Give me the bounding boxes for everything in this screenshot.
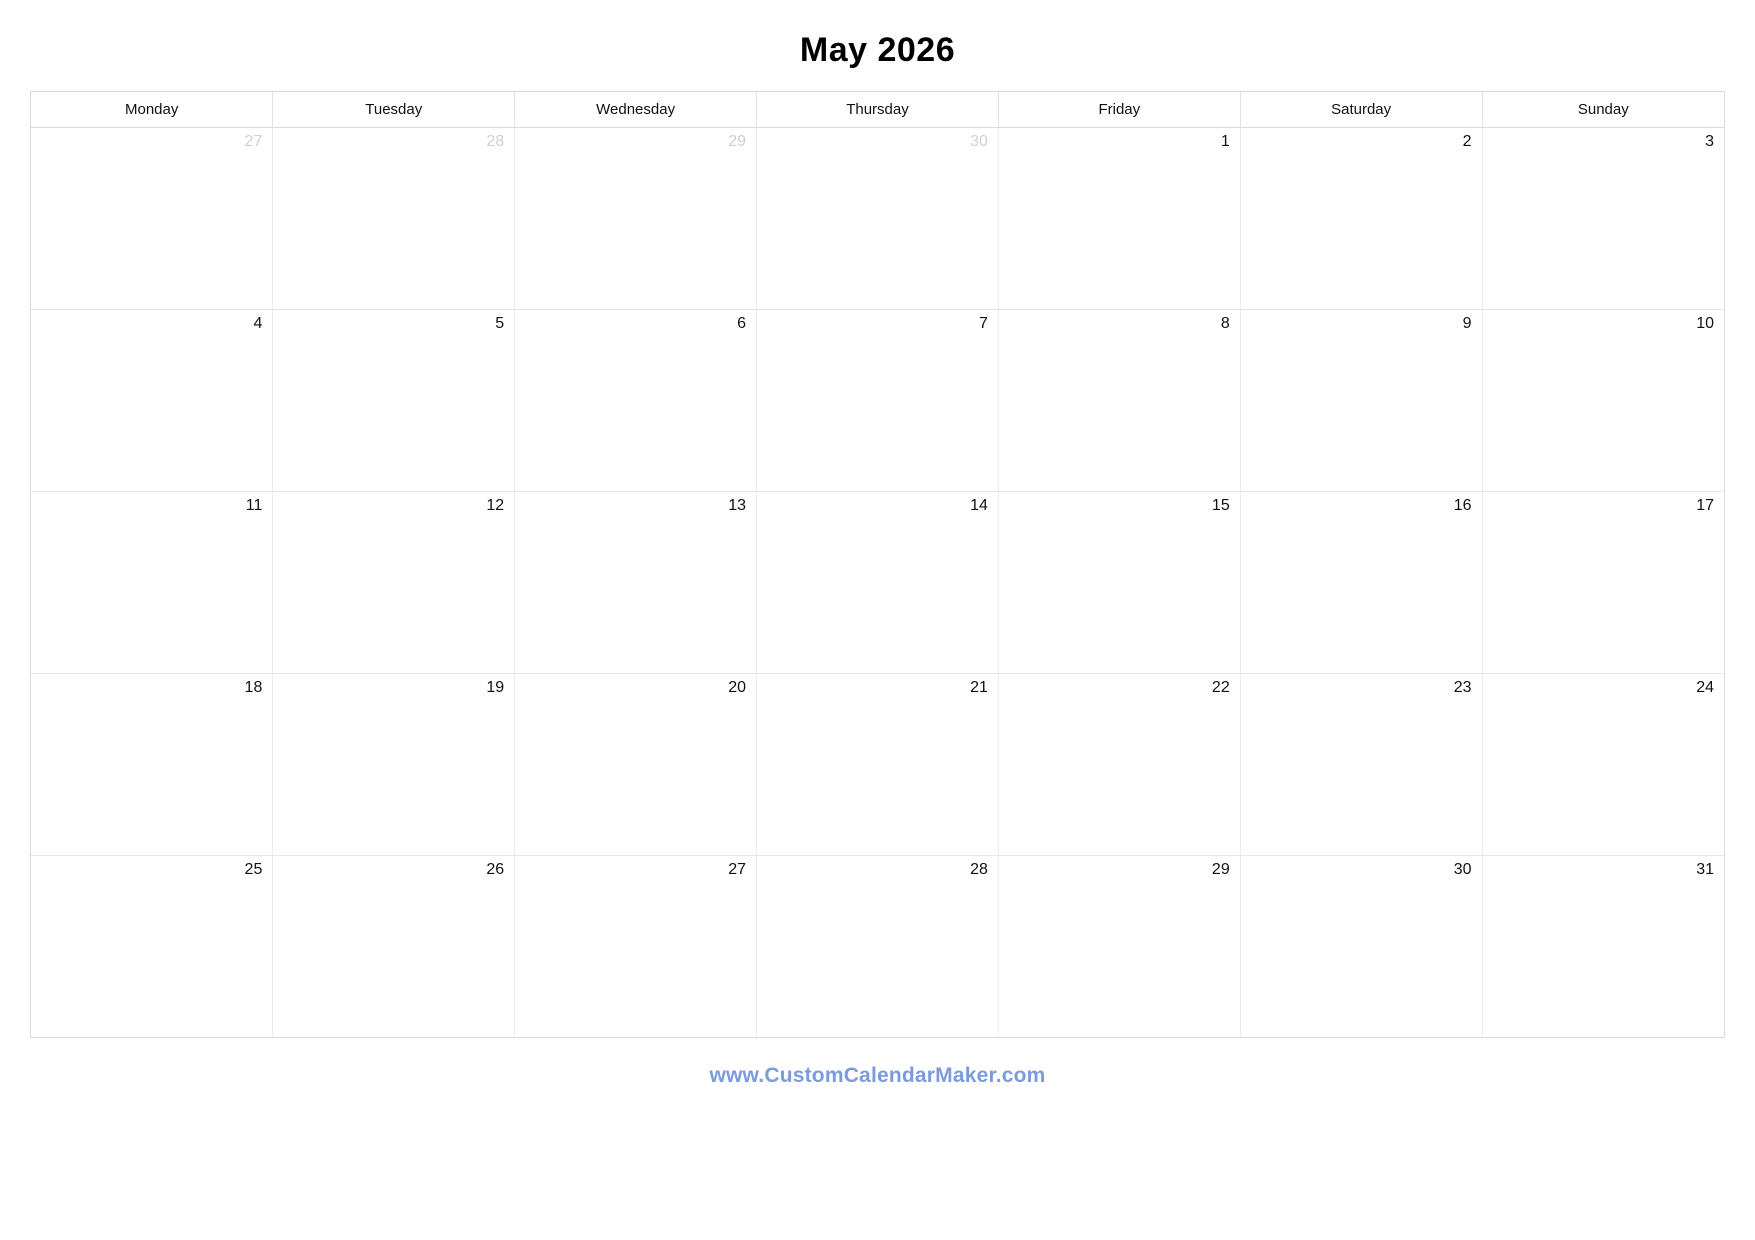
calendar-day-cell[interactable] <box>1240 856 1482 1038</box>
day-number: 25 <box>244 861 263 879</box>
day-number: 5 <box>495 315 505 333</box>
day-number: 7 <box>978 315 988 333</box>
calendar-day-cell[interactable] <box>1240 128 1482 310</box>
weekday-header-saturday: Saturday <box>1240 92 1482 128</box>
weekday-row <box>31 92 1724 128</box>
day-number: 27 <box>728 861 747 879</box>
calendar-day-cell[interactable] <box>515 310 757 492</box>
day-number: 23 <box>1453 679 1472 697</box>
day-number: 28 <box>970 861 988 879</box>
page-title: May 2026 <box>799 31 956 69</box>
day-number: 29 <box>728 133 747 151</box>
calendar-week-row <box>31 128 1724 310</box>
day-number: 21 <box>970 679 988 697</box>
day-number: 28 <box>486 133 505 151</box>
calendar-week-row <box>31 492 1724 674</box>
calendar-grid-wrapper <box>30 91 1725 1038</box>
calendar-day-cell[interactable] <box>1240 674 1482 856</box>
calendar-day-cell[interactable] <box>273 492 515 674</box>
calendar-day-cell[interactable] <box>515 128 757 310</box>
day-number: 8 <box>1220 315 1230 333</box>
calendar-day-cell[interactable] <box>1482 310 1724 492</box>
calendar-day-cell[interactable] <box>1240 492 1482 674</box>
calendar-day-cell[interactable] <box>273 856 515 1038</box>
calendar-day-cell[interactable] <box>515 492 757 674</box>
calendar-table <box>31 92 1724 1037</box>
calendar-day-cell[interactable] <box>998 492 1240 674</box>
day-number: 6 <box>737 315 747 333</box>
day-number: 4 <box>253 315 263 333</box>
calendar-day-cell[interactable] <box>757 492 999 674</box>
day-number: 31 <box>1696 861 1714 879</box>
calendar-day-cell[interactable] <box>1482 674 1724 856</box>
calendar-day-cell[interactable] <box>515 674 757 856</box>
calendar-body <box>31 128 1724 1038</box>
day-number: 14 <box>970 497 988 515</box>
day-number: 22 <box>1211 679 1230 697</box>
day-number: 10 <box>1696 315 1714 333</box>
calendar-day-cell[interactable] <box>757 128 999 310</box>
day-number: 27 <box>244 133 263 151</box>
footer-link[interactable] <box>0 1064 1755 1088</box>
day-number: 2 <box>1462 133 1472 151</box>
weekday-header-tuesday: Tuesday <box>273 92 515 128</box>
calendar-week-row <box>31 310 1724 492</box>
day-number: 9 <box>1462 315 1472 333</box>
calendar-day-cell[interactable] <box>998 310 1240 492</box>
weekday-header-sunday: Sunday <box>1482 92 1724 128</box>
calendar-day-cell[interactable] <box>757 674 999 856</box>
day-number: 12 <box>486 497 505 515</box>
day-number: 18 <box>244 679 263 697</box>
weekday-header-thursday: Thursday <box>757 92 999 128</box>
calendar-day-cell[interactable] <box>1482 856 1724 1038</box>
calendar-day-cell[interactable] <box>31 492 273 674</box>
calendar-day-cell[interactable] <box>31 674 273 856</box>
calendar-day-cell[interactable] <box>273 128 515 310</box>
weekday-header-monday: Monday <box>31 92 273 128</box>
calendar-day-cell[interactable] <box>31 128 273 310</box>
weekday-header-wednesday: Wednesday <box>515 92 757 128</box>
day-number: 16 <box>1453 497 1472 515</box>
calendar-week-row <box>31 674 1724 856</box>
calendar-week-row <box>31 856 1724 1038</box>
calendar-day-cell[interactable] <box>1482 128 1724 310</box>
calendar-day-cell[interactable] <box>1240 310 1482 492</box>
day-number: 19 <box>486 679 505 697</box>
calendar-day-cell[interactable] <box>31 856 273 1038</box>
footer-link-text[interactable]: www.CustomCalendarMaker.com <box>709 1064 1046 1088</box>
day-number: 11 <box>245 497 263 515</box>
day-number: 26 <box>486 861 505 879</box>
weekday-header-friday: Friday <box>998 92 1240 128</box>
calendar-day-cell[interactable] <box>273 674 515 856</box>
calendar-day-cell[interactable] <box>998 674 1240 856</box>
calendar-day-cell[interactable] <box>1482 492 1724 674</box>
calendar-day-cell[interactable] <box>515 856 757 1038</box>
day-number: 17 <box>1696 497 1714 515</box>
calendar-day-cell[interactable] <box>273 310 515 492</box>
calendar-day-cell[interactable] <box>757 856 999 1038</box>
day-number: 13 <box>728 497 747 515</box>
calendar-day-cell[interactable] <box>757 310 999 492</box>
calendar-day-cell[interactable] <box>998 128 1240 310</box>
calendar-day-cell[interactable] <box>31 310 273 492</box>
day-number: 3 <box>1705 133 1714 151</box>
day-number: 1 <box>1220 133 1230 151</box>
calendar-day-cell[interactable] <box>998 856 1240 1038</box>
day-number: 24 <box>1696 679 1714 697</box>
day-number: 29 <box>1211 861 1230 879</box>
calendar-header-row <box>31 92 1724 128</box>
day-number: 15 <box>1211 497 1230 515</box>
day-number: 30 <box>1453 861 1472 879</box>
day-number: 20 <box>728 679 747 697</box>
day-number: 30 <box>970 133 988 151</box>
